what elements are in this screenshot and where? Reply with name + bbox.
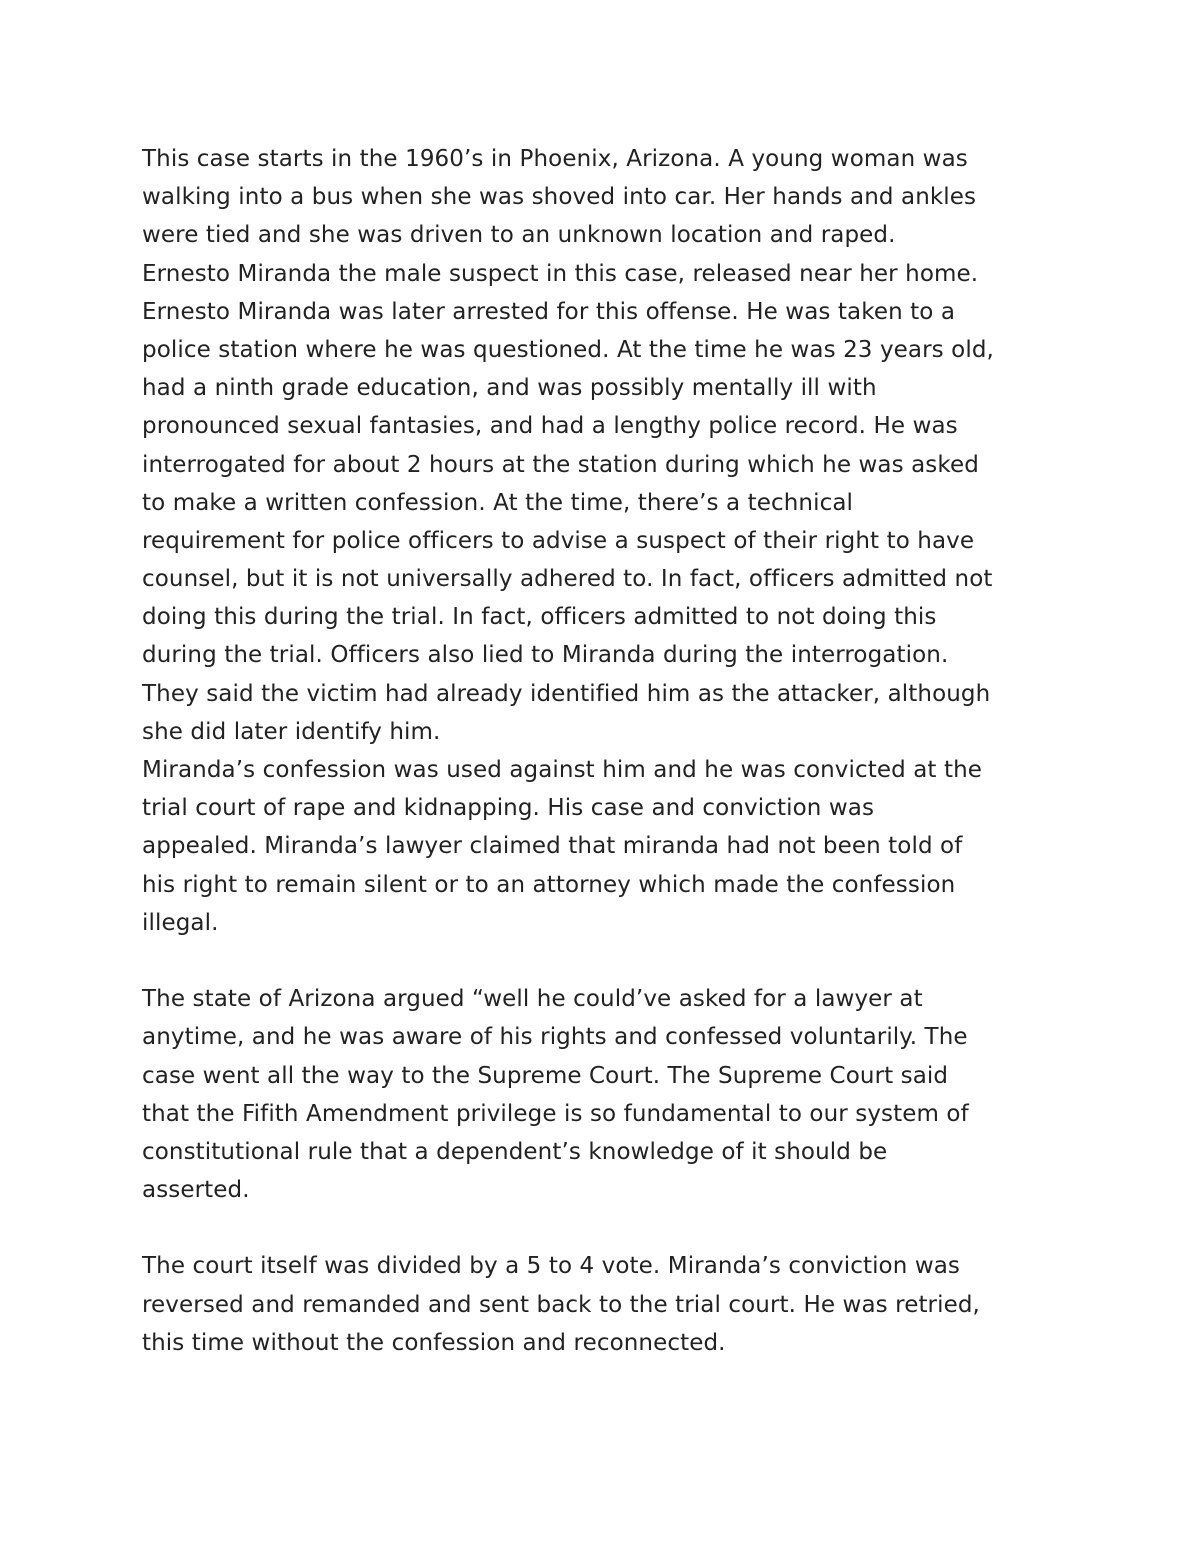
text-line: to make a written confession. At the time, there’s a technical <box>142 489 854 516</box>
paragraph-break <box>142 942 1072 980</box>
text-line: police station where he was questioned. At the time he was 23 years old, <box>142 336 994 363</box>
text-line: his right to remain silent or to an attorney which made the confession <box>142 871 956 898</box>
text-line: constitutional rule that a dependent’s knowledge of it should be <box>142 1138 888 1165</box>
text-line: Ernesto Miranda the male suspect in this case, released near her home. <box>142 260 979 287</box>
text-line: had a ninth grade education, and was possibly mentally ill with <box>142 375 877 402</box>
text-line: This case starts in the 1960’s in Phoenix, Arizona. A young woman was <box>142 146 968 172</box>
text-line: anytime, and he was aware of his rights and confessed voluntarily. The <box>142 1024 968 1051</box>
text-line: this time without the confession and reconnected. <box>142 1329 726 1356</box>
text-line: case went all the way to the Supreme Court. The Supreme Court said <box>142 1062 949 1089</box>
text-line: They said the victim had already identified him as the attacker, although <box>142 680 991 707</box>
text-line: Ernesto Miranda was later arrested for this offense. He was taken to a <box>142 298 956 325</box>
text-line: counsel, but it is not universally adhered to. In fact, officers admitted not <box>142 566 993 593</box>
text-line: that the Fifith Amendment privilege is so fundamental to our system of <box>142 1100 969 1127</box>
text-line: reversed and remanded and sent back to the trial court. He was retried, <box>142 1291 980 1318</box>
document-body <box>142 140 1072 1362</box>
text-line: illegal. <box>142 909 219 936</box>
text-line: Miranda’s confession was used against him and he was convicted at the <box>142 757 982 783</box>
text-line: The state of Arizona argued “well he could’ve asked for a lawyer at <box>142 986 923 1013</box>
text-line: were tied and she was driven to an unknown location and raped. <box>142 222 896 249</box>
paragraph-break <box>142 1209 1072 1247</box>
text-line: asserted. <box>142 1177 250 1204</box>
text-line: pronounced sexual fantasies, and had a lengthy police record. He was <box>142 413 958 440</box>
text-line: The court itself was divided by a 5 to 4 vote. Miranda’s conviction was <box>142 1253 961 1280</box>
text-line: walking into a bus when she was shoved into car. Her hands and ankles <box>142 184 977 211</box>
text-line: appealed. Miranda’s lawyer claimed that miranda had not been told of <box>142 833 963 860</box>
text-line: during the trial. Officers also lied to Miranda during the interrogation. <box>142 642 949 669</box>
text-line: she did later identify him. <box>142 718 441 745</box>
text-line: trial court of rape and kidnapping. His case and conviction was <box>142 795 875 822</box>
text-line: requirement for police officers to advise a suspect of their right to have <box>142 527 975 554</box>
text-line: doing this during the trial. In fact, officers admitted to not doing this <box>142 604 937 631</box>
text-line: interrogated for about 2 hours at the station during which he was asked <box>142 451 979 478</box>
